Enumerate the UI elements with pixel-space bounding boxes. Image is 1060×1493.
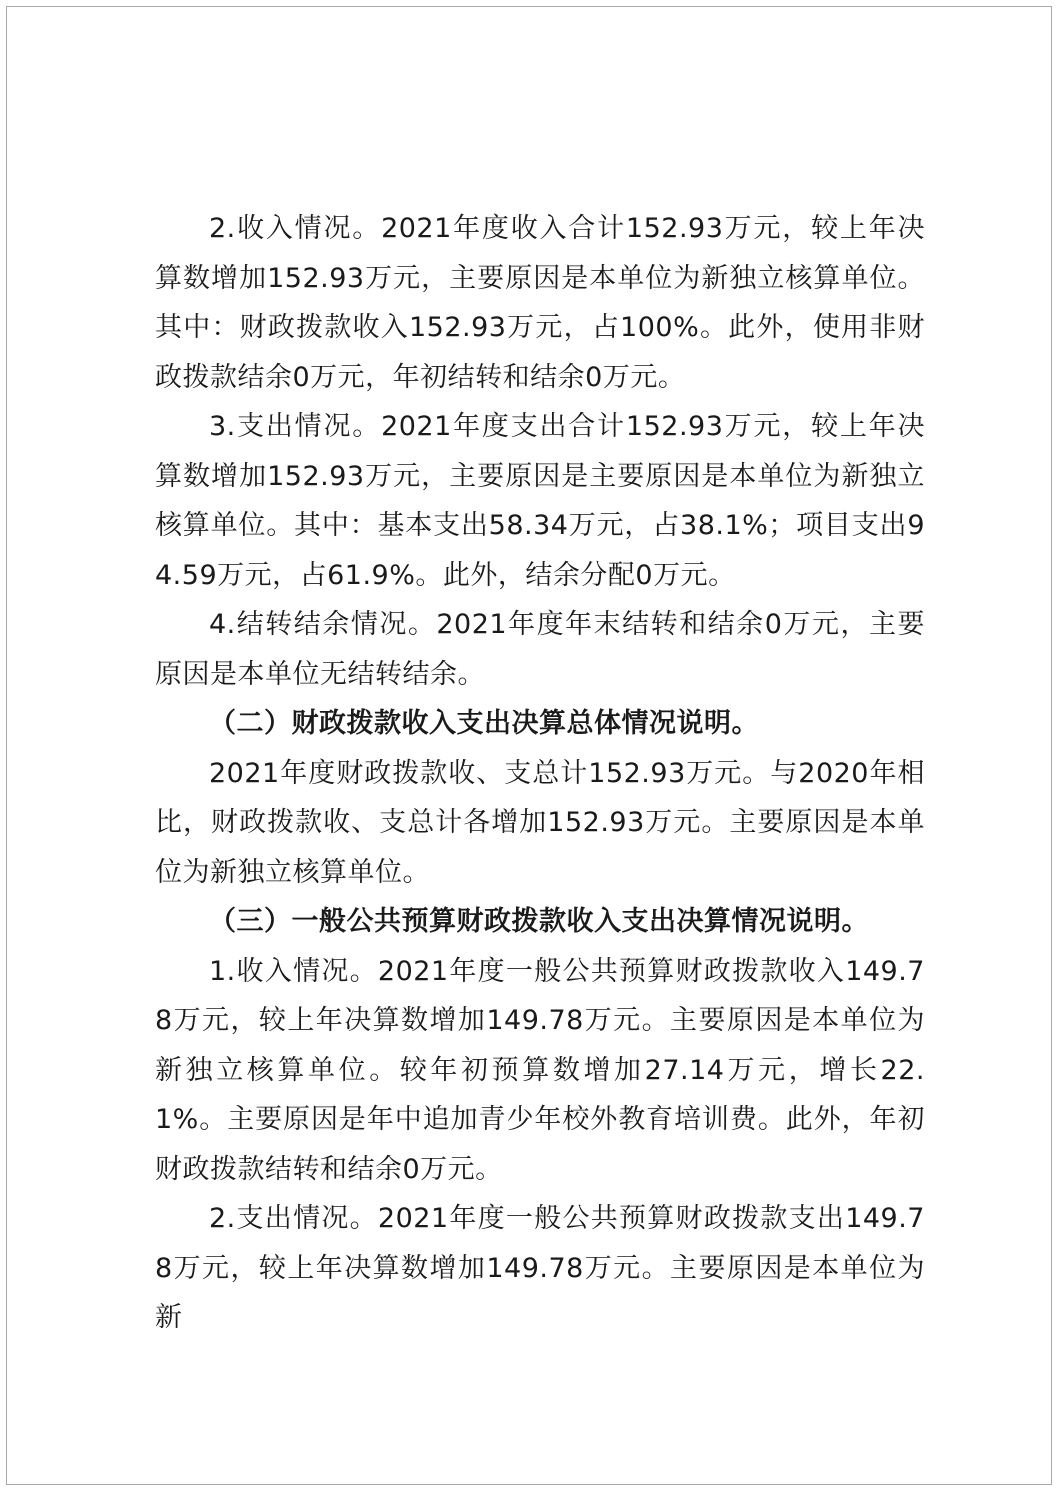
document-body [155,204,925,1343]
paragraph-carryover: 4.结转结余情况。2021年度年末结转和结余0万元，主要原因是本单位无结转结余。 [155,609,925,690]
paragraph-general-budget-expenditure: 2.支出情况。2021年度一般公共预算财政拨款支出149.78万元，较上年决算数增加149.78万元。主要原因是本单位为新 [155,1203,925,1333]
paragraph-income: 2.收入情况。2021年度收入合计152.93万元，较上年决算数增加152.93万元，主要原因是本单位为新独立核算单位。其中：财政拨款收入152.93万元，占100%。此外，使用非财政拨款结余0万元，年初结转和结余0万元。 [155,213,925,393]
section-heading-fiscal-overall: （二）财政拨款收入支出决算总体情况说明。 [209,708,759,739]
section-heading-general-budget: （三）一般公共预算财政拨款收入支出决算情况说明。 [209,906,869,937]
paragraph-fiscal-overall: 2021年度财政拨款收、支总计152.93万元。与2020年相比，财政拨款收、支总计各增加152.93万元。主要原因是本单位为新独立核算单位。 [155,757,925,888]
document-page [6,6,1052,1485]
paragraph-expenditure: 3.支出情况。2021年度支出合计152.93万元，较上年决算数增加152.93万元，主要原因是主要原因是本单位为新独立核算单位。其中：基本支出58.34万元，占38.1%；项目支出94.59万元，占61.9%。此外，结余分配0万元。 [155,411,925,591]
paragraph-general-budget-income: 1.收入情况。2021年度一般公共预算财政拨款收入149.78万元，较上年决算数增加149.78万元。主要原因是本单位为新独立核算单位。较年初预算数增加27.14万元，增长22.1%。主要原因是年中追加青少年校外教育培训费。此外，年初财政拨款结转和结余0万元。 [155,955,925,1185]
